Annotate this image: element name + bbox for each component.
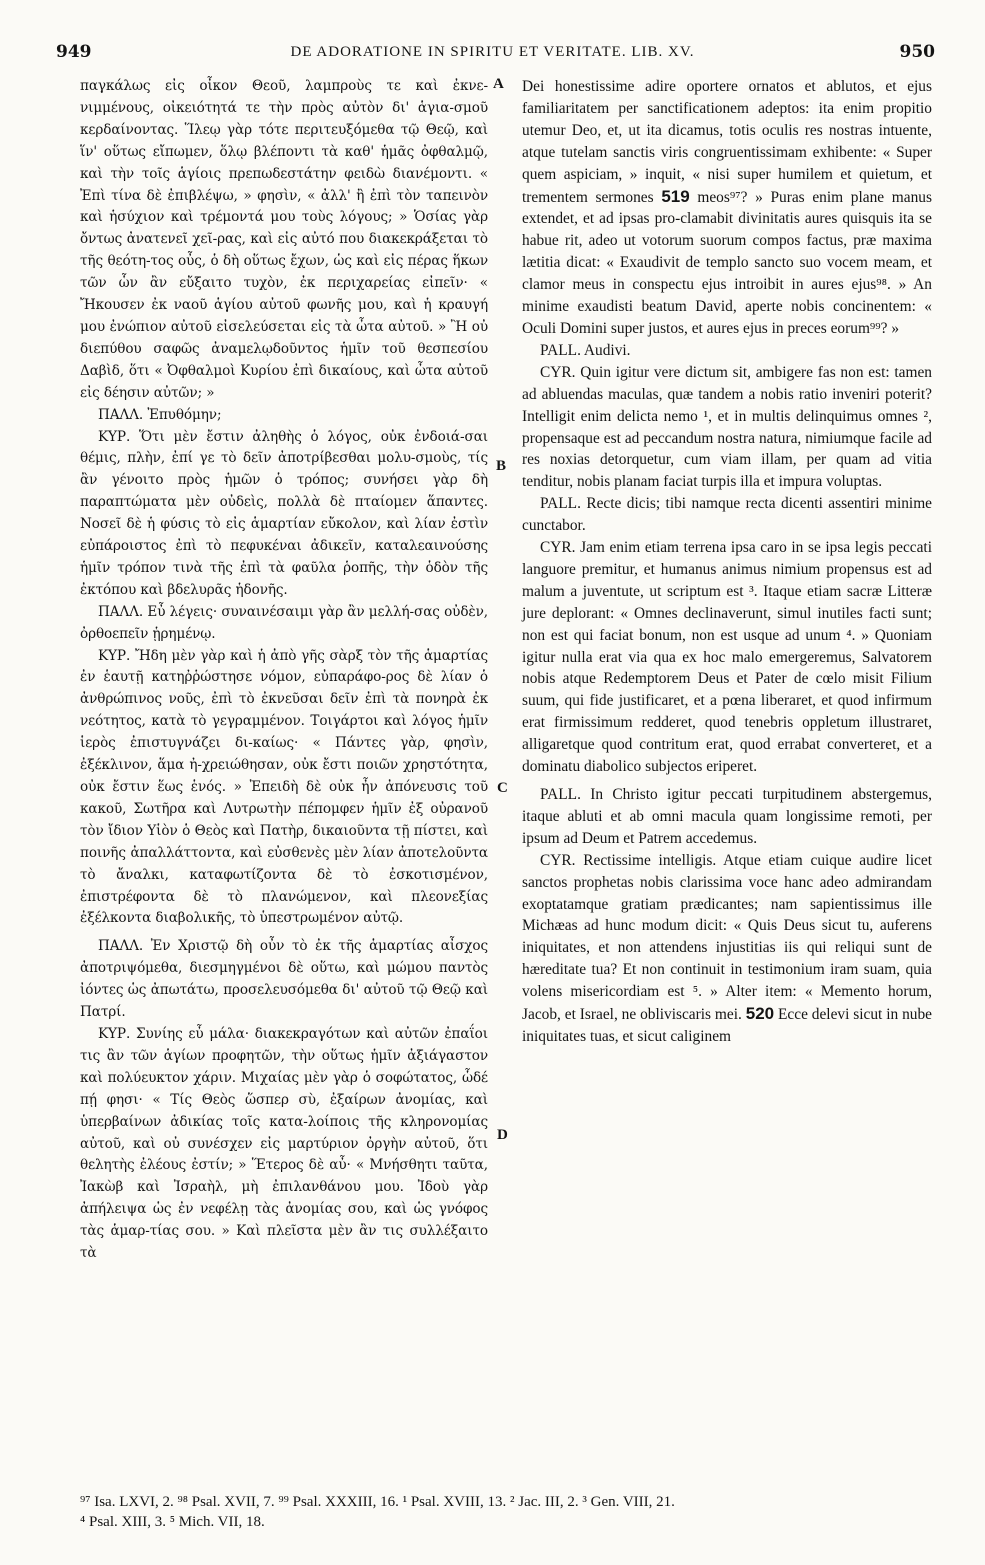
greek-paragraph: ΠΑΛΛ. Ἐν Χριστῷ δὴ οὖν τὸ ἐκ τῆς ἁμαρτίας αἶσχος ἀποτριψόμεθα, διεσμηγμένοι δὲ οὕτω, καὶ μώμου παντὸς ἰόντες ὡς ἀπωτάτω, προσελευσόμεθα δι' αὐτοῦ τῷ Θεῷ καὶ Πατρί. <box>80 938 488 1021</box>
latin-paragraph: PALL. In Christo igitur peccati turpitudinem abstergemus, itaque abluti et ab omni macula quam longissime remoti, per ipsum ad Deum et Patrem accedemus. <box>522 786 932 847</box>
running-title: DE ADORATIONE IN SPIRITU ET VERITATE. LIB. XV. <box>290 44 695 60</box>
latin-paragraph: CYR. Rectissime intelligis. Atque etiam cuique audire licet sanctos prophetas nobis clarissima voce hanc adeo admirandam exoptatamque gratiam prædicantes; nam sapientissimus ille Michæas ad hunc modum dicit: « Quis Deus sicut tu, auferens iniquitates, et non attendens injustitias iis qui reliqui sunt de hæreditate tua? Et non continuit in testimonium iram suam, quia volens misericordiam est ⁵. » Alter item: « Memento horum, Jacob, et Israel, ne obliviscaris mei. 520 Ecce delevi sicut in nube iniquitates tuas, et sicut caliginem <box>522 851 932 1045</box>
greek-column <box>80 76 488 1265</box>
latin-paragraph: Dei honestissime adire oportere ornatos et ablutos, et ejus familiaritatem per sanctificationem adeptos: ita enim propitio utemur Deo, et, ut ita dicamus, totis oculis res nostras intuente, atque tutelam sanctis viris congruentissimam exhibente: « Super quem aspiciam, » inquit, « nisi super humilem et quietum, et trementem sermones 519 meos⁹⁷? » Puras enim plane manus extendet, et ad ipsas pro-clamabit divinitatis aures quisquis ita se habue rit, adeo ut votorum suorum compos factus, præ maxima lætitia dicat: « Exaudivit de templo sancto suo vocem meam, et clamor meus in conspectu ejus introibit in aures ejus⁹⁸. » An minime exaudisti beatum David, aperte nobis concinentem: « Oculi Domini super justos, et aures ejus in preces eorum⁹⁹? » <box>522 78 932 337</box>
footnotes-line-2: ⁴ Psal. XIII, 3. ⁵ Mich. VII, 18. <box>80 1514 265 1530</box>
latin-paragraph: PALL. Recte dicis; tibi namque recta dicenti assentiri minime cunctabor. <box>522 495 932 535</box>
latin-paragraph: CYR. Quin igitur vere dictum sit, ambigere fas non est: tamen ad abluendas maculas, quæ tandem a nobis ratio inveniri poterit? Intelligit enim delicta nemo ¹, et in multis delinquimus omnes ², propensaque est ad peccandum nostra natura, nimiumque facile ad res noxias detorquetur, cum viam illam, per quam ad vitia tenditur, nobis planam faciat turpis illa et impura voluptas. <box>522 363 932 491</box>
page-number-right: 950 <box>899 42 935 62</box>
margin-letter-c: C <box>497 780 508 796</box>
margin-letter-d: D <box>497 1127 508 1143</box>
greek-paragraph: ΚΥΡ. Ὅτι μὲν ἔστιν ἀληθὴς ὁ λόγος, οὐκ ἐνδοιά-σαι θέμις, πλὴν, ἐπί γε τὸ δεῖν ἀποτρίβεσθαι μολυ-σμοὺς, τίς ἂν γένοιτο πρὸς ἡμῶν ὁ τρόπος; συνήσει γὰρ δὴ παραπτώματα μὲν οὐδεὶς, πολλὰ δὲ πταίομεν ἅπαντες. Νοσεῖ δὲ ἡ φύσις τὸ εἰς ἁμαρτίαν εὔκολον, καὶ λίαν ἐστὶν εὐπάροιστος ἐπὶ τὸ πεφυκέναι ἀδικεῖν, καταλεαινούσης ἡμῖν τρόπον τινὰ τῆς ἐπὶ τὰ φαῦλα ῥοπῆς, τὴν ὁδὸν τῆς ἐκτόπου καὶ βδελυρᾶς ἡδονῆς. <box>80 428 488 598</box>
latin-paragraph: CYR. Jam enim etiam terrena ipsa caro in se ipsa legis peccati languore premitur, et humanus animus nimium propensus est ad malum a juventute, ut scriptum est ³. Itaque etiam sacræ Litteræ jure deplorant: « Omnes declinaverunt, simul inutiles facti sunt; non est qui faciat bonum, non est usque ad unum ⁴. » Quoniam igitur nulla erat via qua ex hoc malo emergeremus, Salvatorem nobis atque Redemptorem Deus et Pater de cœlo misit Filium suum, qui fide justificaret, et a pœna liberaret, et quod infirmum erat firmissimum redderet, quod tenebris oppletum illustraret, alligaretque quod contritum erat, quod errabat converteret, et a dominatu diabolico subjectos eriperet. <box>522 539 932 776</box>
running-header <box>40 42 945 66</box>
column-number-520: 520 <box>745 1004 775 1024</box>
greek-paragraph: ΚΥΡ. Ἤδη μὲν γὰρ καὶ ἡ ἀπὸ γῆς σὰρξ τὸν τῆς ἁμαρτίας ἐν ἑαυτῇ κατηῤῥώστησε νόμον, εὐπαράφο-ρος δὲ λίαν ὁ ἀνθρώπινος νοῦς, ἐπὶ τὸ ἐκνεῦσαι δεῖν ἐπὶ τὰ πονηρὰ ἐκ νεότητος, κατὰ τὸ γεγραμμένον. Τοιγάρτοι καὶ λόγος ἡμῖν ἱερὸς ἐπιστυγνάζει δι-καίως· « Πάντες γὰρ, φησὶν, ἐξέκλινον, ἅμα ἠ-χρειώθησαν, οὐκ ἔστι ποιῶν χρηστότητα, οὐκ ἔστιν ἕως ἑνός. » Ἐπειδὴ δὲ οὐκ ἦν ἀπόνευσις τοῦ κακοῦ, Σωτῆρα καὶ Λυτρωτὴν πέπομφεν ἡμῖν ἐξ οὐρανοῦ τὸν ἴδιον Υἱὸν ὁ Θεὸς καὶ Πατὴρ, δικαιοῦντα τῇ πίστει, καὶ ποινῆς ἀπαλλάττοντα, καὶ εὐσθενὲς μὲν λίαν ἀποτελοῦντα τὸ ἄναλκι, καταφωτίζοντα δὲ τὸ ἐσκοτισμένον, ἐπιστρέφοντα δὲ τὸ πλανώμενον, καὶ πλεονεξίας ἐξέλκοντα διαβολικῆς, τὸ ὑπεστρωμένον αὐτῷ. <box>80 647 488 927</box>
greek-paragraph: ΠΑΛΛ. Εὖ λέγεις· συναινέσαιμι γὰρ ἂν μελλή-σας οὐδὲν, ὀρθοεπεῖν ᾑρημένῳ. <box>80 603 488 642</box>
margin-letter-a: A <box>493 76 504 92</box>
greek-speaker-line: ΠΑΛΛ. Ἐπυθόμην; <box>98 406 222 423</box>
footnotes-line-1: ⁹⁷ Isa. LXVI, 2. ⁹⁸ Psal. XVII, 7. ⁹⁹ Psal. XXXIII, 16. ¹ Psal. XVIII, 13. ² Jac. III, 2. ³ Gen. VIII, 21. <box>80 1494 675 1510</box>
greek-paragraph: ΚΥΡ. Συνίης εὖ μάλα· διακεκραγότων καὶ αὐτῶν ἐπαΐοι τις ἂν τῶν ἁγίων προφητῶν, τὴν οὕτως ἡμῖν ἀξιάγαστον καὶ πολύευκτον χάριν. Μιχαίας μὲν γὰρ ὁ σοφώτατος, ὧδέ πῄ φησι· « Τίς Θεὸς ὥσπερ σὺ, ἐξαίρων ἀνομίας, καὶ ὑπερβαίνων ἀδικίας τοῖς κατα-λοίποις τῆς κληρονομίας αὐτοῦ, καὶ οὐ συνέσχεν εἰς μαρτύριον ὀργὴν αὐτοῦ, ὅτι θελητὴς ἐλέους ἐστίν; » Ἕτερος δὲ αὖ· « Μνήσθητι ταῦτα, Ἰακὼβ καὶ Ἰσραὴλ, μὴ ἐπιλανθάνου μου. Ἰδοὺ γὰρ ἀπήλειψα ὡς ἐν νεφέλῃ τὰς ἀνομίας σου, καὶ ὡς γνόφος τὰς ἁμαρ-τίας σου. » Καὶ πλεῖστα μὲν ἂν τις συλλέξαιτο τὰ <box>80 1025 488 1262</box>
column-number-519: 519 <box>661 186 690 206</box>
greek-paragraph: παγκάλως εἰς οἶκον Θεοῦ, λαμπροὺς τε καὶ ἐκνε-νιμμένους, οἰκειότητά τε τὴν πρὸς αὐτὸν δι' ἁγια-σμοῦ κερδαίνοντας. Ἵλεῳ γὰρ τότε περιτευξόμεθα τῷ Θεῷ, καὶ ἵν' οὕτως εἴπωμεν, ὅλῳ βλέποντι τὰ καθ' ἡμᾶς ὀφθαλμῷ, καὶ τὴν τοῖς ἁγίοις πρεπωδεστάτην φειδὼ διανέμοντι. « Ἐπὶ τίνα δὲ ἐπιβλέψω, » φησὶν, « ἀλλ' ἢ ἐπὶ τὸν ταπεινὸν καὶ ἡσύχιον καὶ τρέμοντά μου τοὺς λόγους; » Ὁσίας γὰρ ὄντως ἀνατενεῖ χεῖ-ρας, καὶ εἰς αὐτό που διακεκράξεται τὸ τῆς θεότη-τος οὖς, ὁ δὴ οὕτως ἔχων, ὡς καὶ εἰς πέρας ἥκων τῶν ὧν ἂν εὔξαιτο τυχὸν, ἐκ περιχαρείας εἰπεῖν· « Ἤκουσεν ἐκ ναοῦ ἁγίου αὐτοῦ φωνῆς μου, καὶ ἡ κραυγή μου ἐνώπιον αὐτοῦ εἰσελεύσεται εἰς τὰ ὦτα αὐτοῦ. » Ἢ οὐ διεπύθου σαφῶς ἀναμελῳδοῦντος ἡμῖν τοῦ θεσπεσίου Δαβὶδ, ὅτι « Ὀφθαλμοὶ Κυρίου ἐπὶ δικαίους, καὶ ὦτα αὐτοῦ εἰς δέησιν αὐτῶν; » <box>80 78 488 401</box>
latin-speaker-line: PALL. Audivi. <box>540 341 631 359</box>
latin-column <box>522 76 932 1048</box>
page-number-left: 949 <box>56 42 92 62</box>
margin-letter-b: B <box>496 458 507 474</box>
